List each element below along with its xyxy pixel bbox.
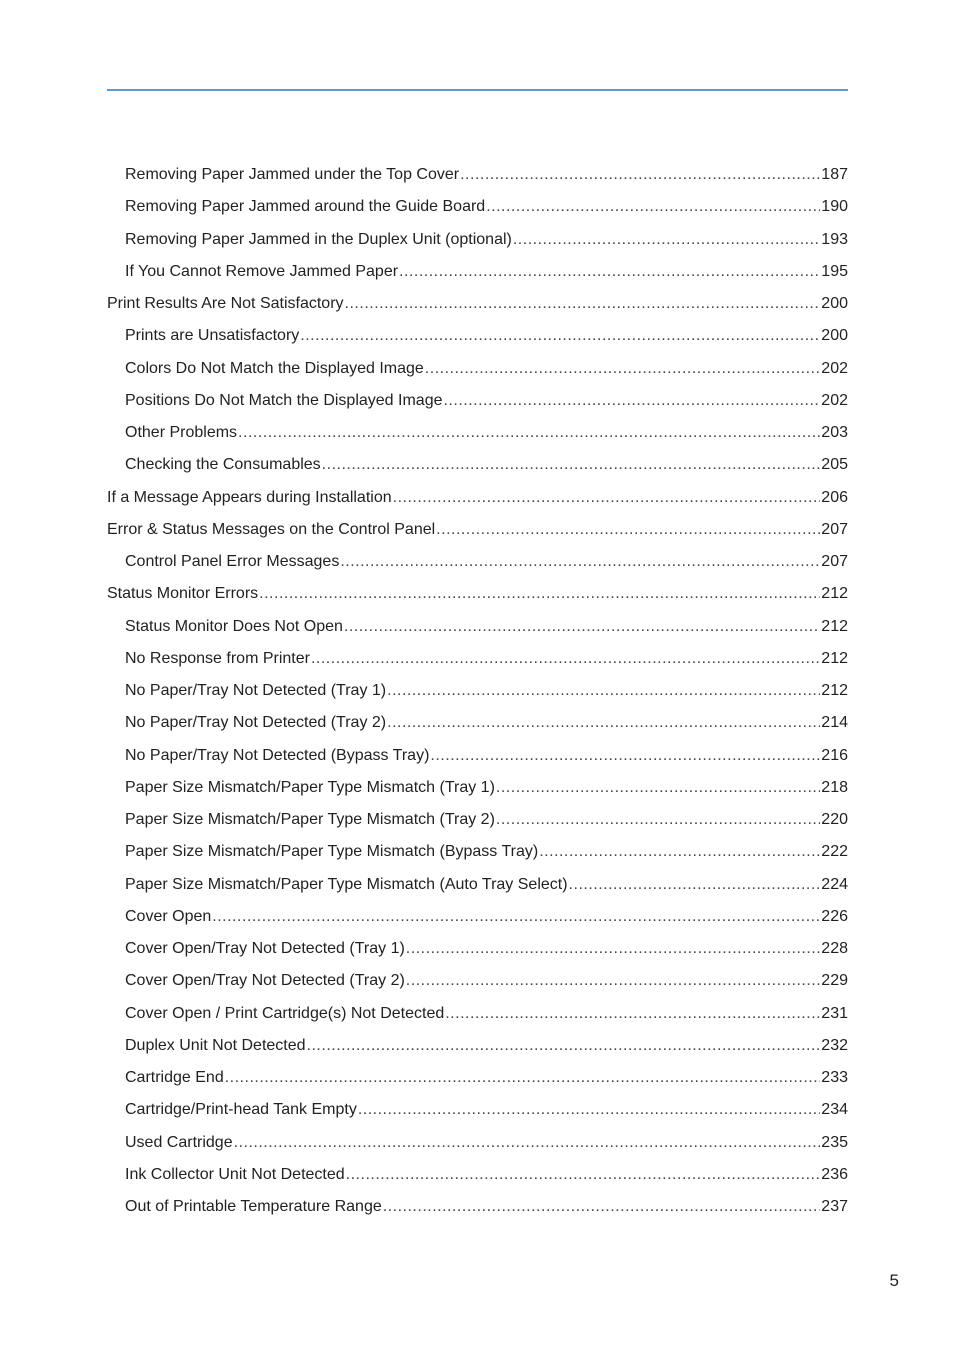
toc-dot-leader — [234, 1130, 821, 1156]
toc-entry-title: Control Panel Error Messages — [125, 553, 340, 570]
toc-entry-page: 229 — [821, 972, 848, 990]
toc-entry-page: 205 — [821, 456, 848, 474]
toc-entry-title: If You Cannot Remove Jammed Paper — [125, 262, 399, 280]
toc-entry-title: Paper Size Mismatch/Paper Type Mismatch (Auto Tray Select) — [125, 875, 568, 893]
toc-entry-page: 203 — [821, 424, 848, 441]
toc-entry[interactable] — [107, 1162, 848, 1194]
toc-entry-page: 237 — [821, 1198, 848, 1215]
toc-entry[interactable] — [107, 194, 848, 226]
toc-entry-title: No Response from Printer — [125, 649, 310, 667]
toc-dot-leader — [340, 549, 820, 575]
toc-dot-leader — [383, 1194, 821, 1220]
toc-dot-leader — [539, 839, 820, 865]
toc-entry[interactable] — [107, 549, 848, 581]
toc-entry-title: Duplex Unit Not Detected — [125, 1036, 306, 1054]
toc-entry[interactable] — [107, 259, 848, 291]
toc-entry[interactable] — [107, 710, 848, 742]
toc-entry[interactable] — [107, 452, 848, 484]
toc-dot-leader — [259, 581, 820, 607]
toc-entry-page: 232 — [821, 1036, 848, 1054]
toc-entry-title: Positions Do Not Match the Displayed Image — [125, 391, 443, 409]
toc-entry-page: 202 — [821, 391, 848, 409]
toc-entry-title: Cover Open/Tray Not Detected (Tray 2) — [125, 972, 405, 990]
toc-entry[interactable] — [107, 485, 848, 517]
toc-dot-leader — [307, 1033, 821, 1059]
toc-dot-leader — [212, 904, 820, 930]
toc-entry-title: Paper Size Mismatch/Paper Type Mismatch (Tray 1) — [125, 778, 495, 796]
toc-dot-leader — [496, 807, 820, 833]
toc-entry-page: 206 — [821, 488, 848, 506]
toc-entry[interactable] — [107, 614, 848, 646]
toc-entry[interactable] — [107, 1001, 848, 1033]
toc-entry-page: 222 — [821, 843, 848, 861]
toc-entry-page: 187 — [821, 166, 848, 183]
toc-entry-title: Cover Open/Tray Not Detected (Tray 1) — [125, 940, 405, 957]
toc-dot-leader — [225, 1065, 821, 1091]
toc-entry-title: Cartridge End — [125, 1069, 224, 1086]
toc-dot-leader — [311, 646, 820, 672]
toc-entry[interactable] — [107, 936, 848, 968]
toc-dot-leader — [406, 968, 821, 994]
toc-dot-leader — [322, 452, 821, 478]
toc-dot-leader — [344, 614, 820, 640]
toc-entry-title: Paper Size Mismatch/Paper Type Mismatch (Tray 2) — [125, 811, 495, 828]
toc-entry-page: 212 — [821, 617, 848, 635]
toc-entry-page: 190 — [821, 198, 848, 216]
table-of-contents — [107, 162, 848, 1226]
toc-dot-leader — [443, 388, 820, 414]
toc-entry[interactable] — [107, 388, 848, 420]
toc-entry-title: Prints are Unsatisfactory — [125, 327, 300, 345]
toc-dot-leader — [399, 259, 820, 285]
toc-entry-title: No Paper/Tray Not Detected (Tray 1) — [125, 682, 387, 699]
toc-entry-page: 236 — [821, 1165, 848, 1183]
toc-dot-leader — [460, 162, 820, 188]
toc-dot-leader — [300, 323, 820, 349]
toc-entry[interactable] — [107, 323, 848, 355]
toc-entry[interactable] — [107, 807, 848, 839]
toc-entry-page: 193 — [821, 230, 848, 248]
toc-entry-title: If a Message Appears during Installation — [107, 488, 392, 506]
toc-entry-title: Colors Do Not Match the Displayed Image — [125, 359, 424, 377]
toc-entry-page: 212 — [821, 649, 848, 667]
toc-entry-title: Ink Collector Unit Not Detected — [125, 1165, 345, 1183]
toc-entry-title: Paper Size Mismatch/Paper Type Mismatch (Bypass Tray) — [125, 843, 539, 861]
toc-entry[interactable] — [107, 1097, 848, 1129]
toc-entry[interactable] — [107, 581, 848, 613]
toc-dot-leader — [406, 936, 821, 962]
toc-entry-title: No Paper/Tray Not Detected (Bypass Tray) — [125, 746, 430, 764]
toc-entry[interactable] — [107, 517, 848, 549]
toc-entry-page: 202 — [821, 359, 848, 377]
toc-dot-leader — [430, 743, 820, 769]
toc-entry[interactable] — [107, 839, 848, 871]
toc-entry-title: No Paper/Tray Not Detected (Tray 2) — [125, 714, 387, 732]
toc-entry-page: 214 — [821, 714, 848, 732]
toc-entry-title: Print Results Are Not Satisfactory — [107, 295, 344, 312]
toc-entry-page: 200 — [821, 327, 848, 345]
toc-dot-leader — [387, 710, 820, 736]
toc-entry[interactable] — [107, 1194, 848, 1226]
toc-entry-page: 234 — [821, 1101, 848, 1119]
toc-entry-page: 233 — [821, 1069, 848, 1086]
toc-dot-leader — [345, 291, 821, 317]
toc-entry-page: 218 — [821, 778, 848, 796]
toc-entry-page: 212 — [821, 585, 848, 603]
toc-entry-page: 224 — [821, 875, 848, 893]
toc-entry[interactable] — [107, 1033, 848, 1065]
toc-dot-leader — [358, 1097, 820, 1123]
toc-dot-leader — [346, 1162, 821, 1188]
toc-entry[interactable] — [107, 227, 848, 259]
toc-entry[interactable] — [107, 1065, 848, 1097]
toc-entry[interactable] — [107, 162, 848, 194]
toc-entry-page: 231 — [821, 1004, 848, 1022]
toc-entry-page: 216 — [821, 746, 848, 764]
toc-dot-leader — [486, 194, 820, 220]
toc-entry[interactable] — [107, 1130, 848, 1162]
toc-dot-leader — [569, 872, 821, 898]
toc-entry-title: Out of Printable Temperature Range — [125, 1198, 382, 1215]
toc-entry[interactable] — [107, 968, 848, 1000]
toc-entry-title: Removing Paper Jammed in the Duplex Unit (optional) — [125, 230, 512, 248]
toc-entry-page: 195 — [821, 262, 848, 280]
toc-dot-leader — [238, 420, 820, 446]
toc-entry[interactable] — [107, 743, 848, 775]
toc-entry-title: Used Cartridge — [125, 1133, 233, 1151]
toc-entry[interactable] — [107, 775, 848, 807]
toc-entry-title: Cover Open — [125, 907, 212, 925]
toc-entry-title: Error & Status Messages on the Control Panel — [107, 520, 436, 538]
page-number: 5 — [889, 1271, 899, 1290]
toc-entry[interactable] — [107, 904, 848, 936]
toc-entry-page: 235 — [821, 1133, 848, 1151]
toc-dot-leader — [425, 356, 821, 382]
toc-entry-page: 226 — [821, 907, 848, 925]
toc-entry[interactable] — [107, 420, 848, 452]
toc-dot-leader — [445, 1001, 820, 1027]
toc-entry-title: Status Monitor Does Not Open — [125, 617, 343, 635]
toc-entry-page: 207 — [821, 520, 848, 538]
toc-entry-page: 207 — [821, 553, 848, 570]
toc-dot-leader — [496, 775, 820, 801]
toc-entry-title: Removing Paper Jammed around the Guide Board — [125, 198, 486, 216]
header-rule — [107, 89, 848, 91]
toc-entry-page: 228 — [821, 940, 848, 957]
toc-dot-leader — [393, 485, 821, 511]
toc-entry[interactable] — [107, 356, 848, 388]
toc-entry-page: 200 — [821, 295, 848, 312]
toc-dot-leader — [513, 227, 820, 253]
toc-entry-title: Removing Paper Jammed under the Top Cover — [125, 166, 460, 183]
toc-entry-title: Cartridge/Print-head Tank Empty — [125, 1101, 357, 1119]
toc-entry[interactable] — [107, 291, 848, 323]
toc-entry[interactable] — [107, 678, 848, 710]
toc-entry-title: Status Monitor Errors — [107, 585, 259, 603]
toc-entry[interactable] — [107, 872, 848, 904]
toc-entry-title: Checking the Consumables — [125, 456, 321, 474]
toc-entry-page: 212 — [821, 682, 848, 699]
toc-entry[interactable] — [107, 646, 848, 678]
toc-entry-title: Cover Open / Print Cartridge(s) Not Detected — [125, 1004, 445, 1022]
toc-entry-title: Other Problems — [125, 424, 238, 441]
toc-entry-page: 220 — [821, 811, 848, 828]
toc-dot-leader — [436, 517, 820, 543]
toc-dot-leader — [387, 678, 820, 704]
